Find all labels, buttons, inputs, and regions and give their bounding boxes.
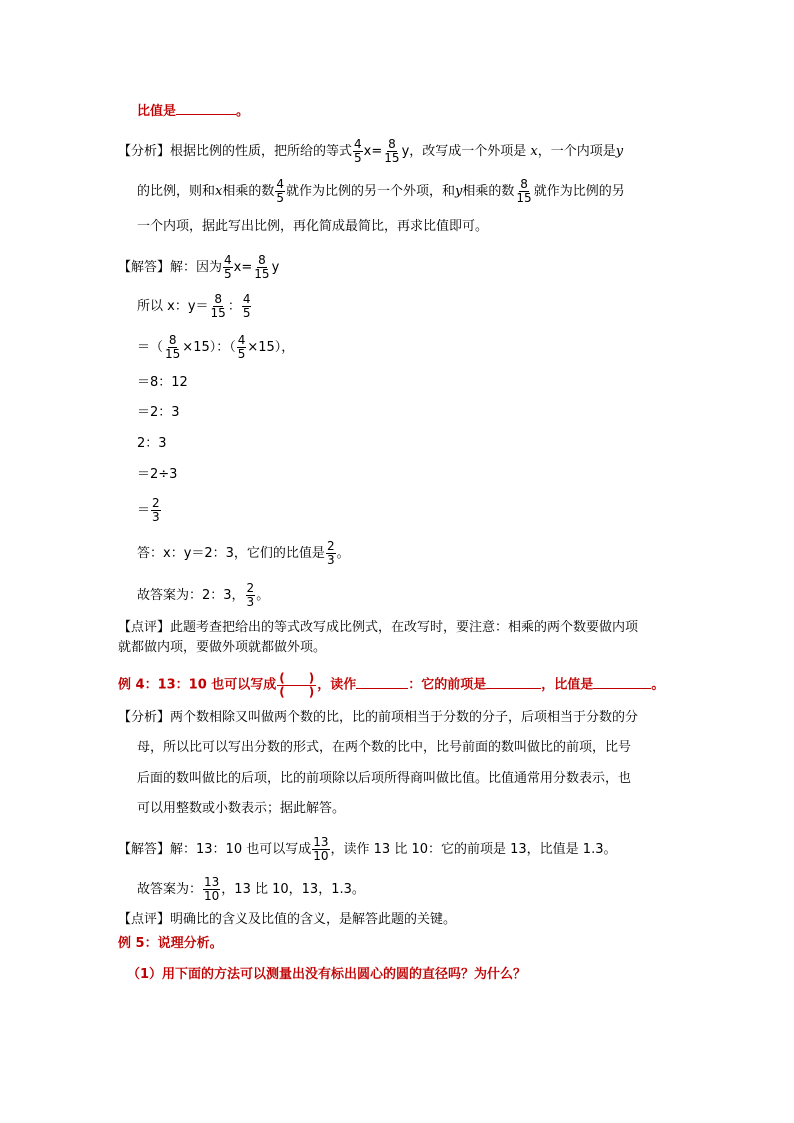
numerator: 4 [237, 333, 246, 347]
numerator: 2 [326, 539, 335, 553]
fraction [210, 293, 227, 320]
numerator: 13 [313, 835, 329, 849]
denominator: 15 [210, 306, 226, 321]
solution-line-2 [137, 293, 252, 320]
text: 两个数相除又叫做两个数的比，比的前项相当于分数的分子，后项相当于分数的分 [170, 710, 639, 725]
numerator: 8 [388, 137, 396, 151]
denominator: 5 [237, 347, 246, 362]
text: 此题考查把给出的等式改写成比例式，在改写时，要注意：相乘的两个数要做内项 [170, 620, 639, 635]
denominator: 3 [326, 553, 335, 568]
text: ＝ [137, 503, 151, 519]
text: 解：13：10 也可以写成 [170, 842, 312, 858]
analysis-4-line-4: 可以用整数或小数表示；据此解答。 [137, 801, 346, 816]
denominator: 3 [246, 595, 255, 610]
numerator: 4 [224, 253, 232, 267]
text: 相乘的数 [222, 184, 275, 200]
fraction [242, 293, 252, 320]
denominator: 5 [224, 267, 232, 282]
comment-line-1 [118, 621, 638, 634]
fraction [353, 138, 363, 165]
analysis-tag: 【分析】 [118, 144, 171, 160]
analysis-tag: 【分析】 [118, 710, 171, 725]
numerator: 4 [276, 177, 285, 191]
text: 相乘的数 [462, 184, 515, 200]
solution-tag: 【解答】 [118, 260, 171, 276]
denominator: 5 [242, 306, 251, 321]
denominator: 3 [152, 510, 160, 525]
numerator: 13 [204, 875, 220, 889]
denominator: 15 [384, 151, 400, 166]
text: ，13 比 10，13，1.3。 [221, 882, 365, 898]
text: ，改写成一个外项是 [409, 144, 531, 160]
text: 所以 x：y＝ [137, 299, 209, 315]
solution-4-line-1 [118, 836, 616, 863]
text: 答：x：y＝2：3，它们的比值是 [137, 546, 325, 562]
text: ×15）：（ [182, 340, 236, 356]
text: 故答案为：2：3， [137, 588, 245, 604]
text: 。 [336, 546, 350, 562]
solution-line-4: ＝8：12 [137, 375, 188, 390]
label-text: 比值是 [137, 104, 177, 119]
solution-4-answer [137, 876, 365, 903]
text: 的比例，则和 [137, 184, 216, 200]
fraction [383, 138, 400, 165]
text: 例 4：13：10 也可以写成 [118, 677, 277, 693]
text: 明确比的含义及比值的含义，是解答此题的关键。 [170, 912, 457, 927]
solution-answer [137, 540, 350, 567]
blank-line [176, 113, 236, 115]
solution-line-1 [118, 254, 279, 281]
fraction [253, 254, 270, 281]
numerator: ( ) [279, 671, 315, 685]
denominator: ( ) [279, 684, 315, 699]
text: ，一个内项是 [537, 144, 616, 160]
var: y [401, 144, 410, 160]
var: x [530, 144, 538, 160]
denominator: 15 [165, 347, 181, 362]
solution-tag: 【解答】 [118, 842, 171, 858]
denominator: 5 [276, 191, 285, 206]
text: ，读作 13 比 10：它的前项是 13，比值是 1.3。 [330, 842, 617, 858]
numerator: 8 [520, 177, 528, 191]
fraction [275, 178, 285, 205]
fraction [326, 540, 336, 567]
var: y [615, 144, 624, 160]
text: 解：因为 [170, 260, 223, 276]
example-4-question [118, 672, 664, 698]
denominator: 10 [204, 889, 220, 904]
example-5-title: 例 5：说理分析。 [118, 936, 223, 951]
var: x [215, 184, 223, 200]
comment-4 [118, 913, 456, 926]
blank-line [486, 687, 541, 689]
analysis-paragraph-1 [118, 138, 623, 165]
solution-line-3 [137, 334, 294, 361]
fraction [203, 876, 220, 903]
fraction [164, 334, 181, 361]
text: 故答案为： [137, 882, 203, 898]
blank-line [593, 687, 651, 689]
comment-tag: 【点评】 [118, 620, 171, 635]
text: ＝（ [137, 340, 164, 356]
analysis-4-line-1 [118, 711, 638, 724]
solution-line-7: ＝2÷3 [137, 467, 178, 482]
fraction [312, 836, 329, 863]
solution-line-8 [137, 497, 162, 524]
fraction [246, 582, 256, 609]
denominator: 10 [313, 849, 329, 864]
comment-tag: 【点评】 [118, 912, 171, 927]
label-text: 。 [236, 104, 250, 119]
solution-line-6: 2：3 [137, 436, 167, 451]
op: = [371, 144, 383, 160]
text: 就作为比例的另一个外项，和 [286, 184, 456, 200]
text: ×15）， [247, 340, 295, 356]
fraction-placeholder [277, 672, 316, 698]
numerator: 4 [242, 292, 251, 306]
denominator: 5 [354, 151, 362, 166]
text: 根据比例的性质，把所给的等式 [170, 144, 353, 160]
text: 。 [651, 677, 665, 693]
analysis-paragraph-3: 一个内项，据此写出比例，再化简成最简比，再求比值即可。 [137, 219, 489, 234]
analysis-paragraph-2 [137, 178, 625, 205]
numerator: 8 [168, 333, 177, 347]
numerator: 8 [258, 253, 266, 267]
denominator: 15 [516, 191, 532, 206]
fraction [223, 254, 233, 281]
fraction [515, 178, 532, 205]
final-answer [137, 582, 269, 609]
numerator: 2 [152, 496, 160, 510]
comment-line-2: 就都做内项，要做外项就都做外项。 [118, 640, 327, 655]
analysis-4-line-2: 母，所以比可以写出分数的形式，在两个数的比中，比号前面的数叫做比的前项，比号 [137, 740, 632, 755]
text: 就作为比例的另 [533, 184, 625, 200]
fraction [151, 497, 161, 524]
blank-line [356, 687, 408, 689]
solution-line-5: ＝2：3 [137, 405, 180, 420]
analysis-4-line-3: 后面的数叫做比的后项，比的前项除以后项所得商叫做比值。比值通常用分数表示，也 [137, 771, 632, 786]
fraction [237, 334, 247, 361]
answer-prompt-ratio-value [137, 105, 249, 118]
op: = [241, 260, 253, 276]
op: ： [227, 299, 241, 315]
example-5-question-1: （1）用下面的方法可以测量出没有标出圆心的圆的直径吗？为什么？ [127, 967, 527, 982]
numerator: 8 [214, 292, 222, 306]
var: x [233, 260, 242, 276]
var: y [455, 184, 463, 200]
var: x [363, 144, 372, 160]
text: 。 [256, 588, 270, 604]
numerator: 4 [354, 137, 362, 151]
var: y [271, 260, 280, 276]
text: ，比值是 [541, 677, 594, 693]
text: ：它的前项是 [408, 677, 487, 693]
numerator: 2 [246, 581, 255, 595]
denominator: 15 [254, 267, 270, 282]
text: ，读作 [317, 677, 357, 693]
